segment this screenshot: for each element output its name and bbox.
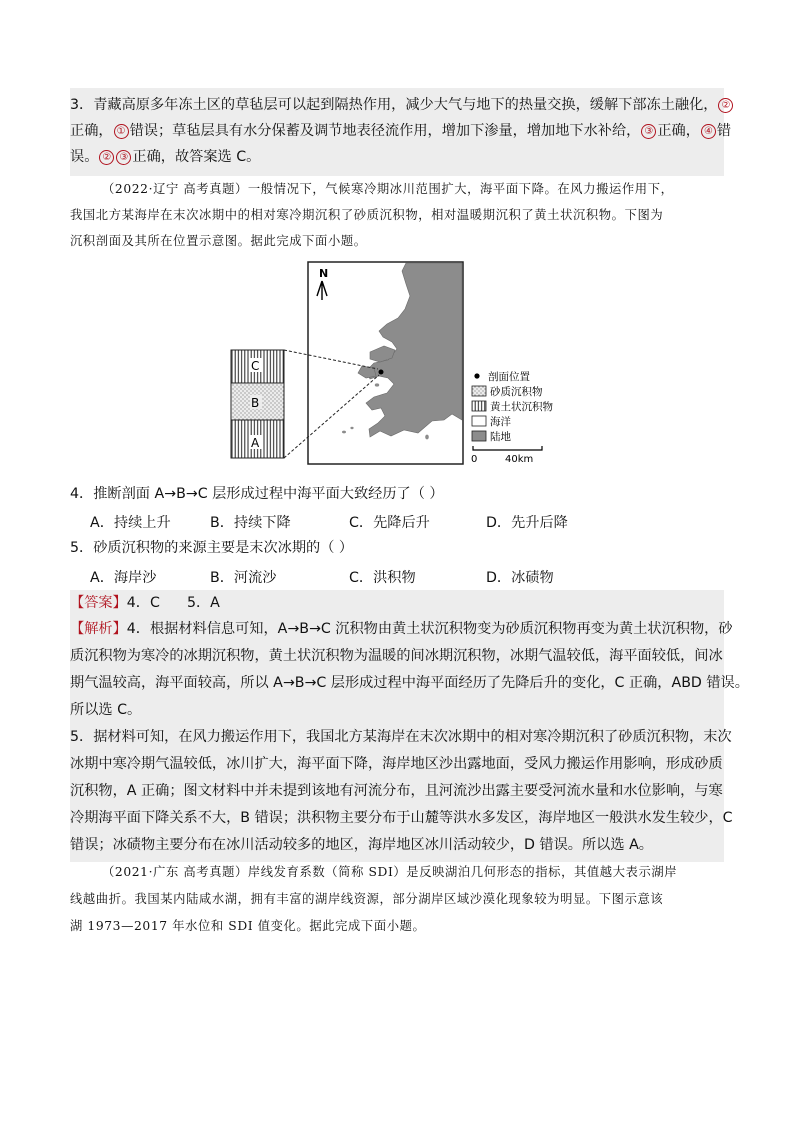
island [350,427,353,429]
legend-ocean: 海洋 [490,416,511,428]
q5-option-c[interactable]: C．洪积物 [349,570,416,586]
answer-line [70,595,220,611]
scale-label: 40km [505,454,534,465]
stratigraphic-column [231,350,284,458]
passage2-line-2: 线越曲折。我国某内陆咸水湖，拥有丰富的湖岸线资源，部分湖岸区域沙漠化现象较为明显。下图示意该 [70,892,664,906]
layer-b-label: B [251,396,260,410]
legend-land: 陆地 [490,431,511,443]
passage1-line-2: 我国北方某海岸在末次冰期中的相对寒冷期沉积了砂质沉积物，相对温暖期沉积了黄土状沉积物。下图为 [70,208,664,222]
analysis-line-5: 5．据材料可知，在风力搬运作用下，我国北方某海岸在末次冰期中的相对寒冷期沉积了砂质沉积物，末次 [70,729,732,745]
passage1-line-3: 沉积剖面及其所在位置示意图。据此完成下面小题。 [70,234,367,248]
answer-tag: 【答案】 [70,595,127,611]
analysis-line-2: 质沉积物为寒冷的冰期沉积物，黄土状沉积物为温暖的间冰期沉积物，冰期气温较低，海平面较低，间冰 [70,648,723,664]
island [425,435,429,440]
q4-option-b[interactable]: B．持续下降 [210,515,291,531]
passage2-line-1: （2021·广东 高考真题）岸线发育系数（简称 SDI）是反映湖泊几何形态的指标，其值越大表示湖岸 [102,865,678,879]
analysis-line-8: 冷期海平面下降关系不大，B 错误；洪积物主要分布于山麓等洪水多发区，海岸地区一般洪水发生较少，C [70,810,733,826]
q5-option-d[interactable]: D．冰碛物 [486,570,554,586]
analysis-tag: 【解析】 [70,621,127,637]
analysis-line-4: 所以选 C。 [70,702,142,718]
analysis-line-7: 沉积物，A 正确；图文材料中并未提到该地有河流分布，且河流沙出露主要受河流水量和水位影响，与寒 [70,783,723,799]
q4-stem: 4．推断剖面 A→B→C 层形成过程中海平面大致经历了（ ） [70,486,444,502]
q5-option-b[interactable]: B．河流沙 [210,570,277,586]
q5-stem: 5．砂质沉积物的来源主要是末次冰期的（ ） [70,540,354,556]
map-legend [471,370,553,465]
legend-section-location: 剖面位置 [488,371,530,383]
scale-bar [473,446,542,450]
q4-option-d[interactable]: D．先升后降 [486,515,568,531]
q3-explanation-line-3: 误。 ② ③ 正确，故答案选 C。 [70,149,261,165]
section-location-dot [379,370,384,375]
passage2-line-3: 湖 1973—2017 年水位和 SDI 值变化。据此完成下面小题。 [70,919,426,933]
layer-a-label: A [251,436,260,450]
answer-text: 4．C 5．A [126,595,220,611]
legend-sandy-sediment: 砂质沉积物 [490,386,543,398]
q5-option-a[interactable]: A．海岸沙 [90,570,157,586]
q3-explanation-line-1: 3．青藏高原多年冻土区的草毡层可以起到隔热作用，减少大气与地下的热量交换，缓解下部冻土融化， ② [70,97,734,113]
q4-option-a[interactable]: A．持续上升 [90,515,171,531]
analysis-line-1: 【解析】4．根据材料信息可知，A→B→C 沉积物由黄土状沉积物变为砂质沉积物再变为黄土状沉积物，砂 [70,621,733,637]
analysis-line-3: 期气温较高，海平面较高，所以 A→B→C 层形成过程中海平面经历了先降后升的变化，C 正确，ABD 错误。 [70,675,749,691]
layer-c-label: C [251,359,260,373]
analysis-line-6: 冰期中寒冷期气温较低，冰川扩大，海平面下降，海岸地区沙出露地面，受风力搬运作用影响，形成砂质 [70,756,723,772]
scale-zero: 0 [471,454,478,465]
island [375,383,379,386]
analysis-line-9: 错误；冰碛物主要分布在冰川活动较多的地区，海岸地区冰川活动较少，D 错误。所以选 A。 [70,837,653,853]
q3-explanation-line-2: 正确， ① 错误；草毡层具有水分保蓄及调节地表径流作用，增加下渗量，增加地下水补给， ③ 正确， ④ 错 [70,123,732,139]
svg-text:N: N [319,267,329,280]
island [342,431,346,434]
passage1-line-1: （2022·辽宁 高考真题）一般情况下，气候寒冷期冰川范围扩大，海平面下降。在风力搬运作用下， [102,182,674,196]
legend-loess-sediment: 黄土状沉积物 [490,401,553,413]
q4-option-c[interactable]: C．先降后升 [349,515,430,531]
